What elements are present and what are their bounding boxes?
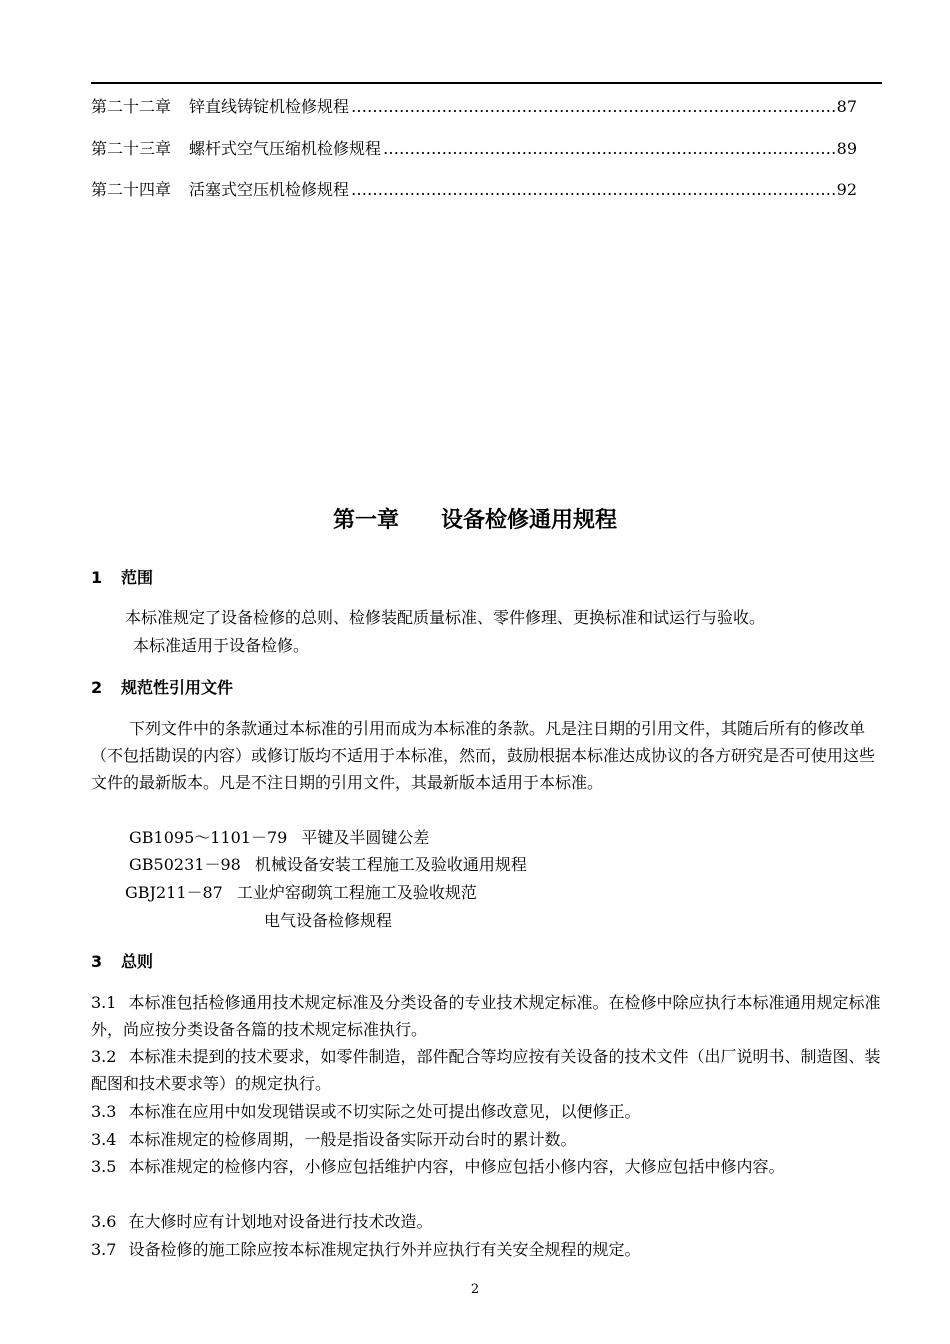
- general-item: [91, 1236, 882, 1263]
- chapter-number: 第一章: [332, 508, 399, 533]
- item-text: 本标准规定的检修周期，一般是指设备实际开动台时的累计数。: [128, 1130, 577, 1149]
- toc-title: 活塞式空压机检修规程: [189, 180, 350, 199]
- general-item: [91, 1153, 882, 1180]
- item-number: 3.7: [91, 1240, 117, 1259]
- item-text: 设备检修的施工除应按本标准规定执行外并应执行有关安全规程的规定。: [128, 1240, 641, 1259]
- reference-item: [129, 851, 527, 878]
- section-title: 范围: [121, 568, 154, 587]
- section-title: 规范性引用文件: [121, 678, 234, 697]
- header-rule: [91, 82, 882, 84]
- reference-code: GB1095～1101－79: [129, 828, 288, 847]
- reference-item: [125, 879, 477, 906]
- item-number: 3.6: [91, 1212, 117, 1231]
- section-number: 2: [91, 678, 103, 697]
- item-number: 3.2: [91, 1047, 117, 1066]
- section-title: 总则: [121, 952, 154, 971]
- toc-page-number: 89: [836, 139, 857, 158]
- general-item: [91, 1126, 882, 1153]
- general-item: [91, 1208, 882, 1235]
- reference-item: [129, 824, 429, 851]
- normative-references-paragraph: 下列文件中的条款通过本标准的引用而成为本标准的条款。凡是注日期的引用文件，其随后所有的修改单（不包括勘误的内容）或修订版均不适用于本标准，然而，鼓励根据本标准达成协议的各方研究是否可使用这些文件的最新版本。凡是不注日期的引用文件，其最新版本适用于本标准。: [91, 719, 876, 792]
- toc-entry[interactable]: [91, 95, 857, 119]
- toc-entry[interactable]: [91, 178, 857, 202]
- general-item: [91, 1043, 882, 1097]
- item-number: 3.5: [91, 1157, 117, 1176]
- toc-leader-dots: [351, 95, 835, 119]
- reference-name: 工业炉窑砌筑工程施工及验收规范: [236, 883, 477, 902]
- section-heading: [91, 676, 233, 700]
- reference-name: 电气设备检修规程: [264, 911, 393, 930]
- general-item: [91, 989, 882, 1043]
- reference-item: [264, 907, 392, 934]
- item-number: 3.1: [91, 993, 117, 1012]
- reference-code: GB50231－98: [129, 855, 241, 874]
- item-text: 在大修时应有计划地对设备进行技术改造。: [128, 1212, 433, 1231]
- item-text: 本标准在应用中如发现错误或不切实际之处可提出修改意见，以便修正。: [128, 1102, 641, 1121]
- toc-chapter-label: 第二十三章: [91, 139, 172, 158]
- toc-chapter-label: 第二十四章: [91, 180, 172, 199]
- item-text: 本标准规定的检修内容，小修应包括维护内容，中修应包括小修内容，大修应包括中修内容。: [128, 1157, 785, 1176]
- section-number: 3: [91, 952, 103, 971]
- toc-page-number: 92: [836, 180, 857, 199]
- item-text: 本标准包括检修通用技术规定标准及分类设备的专业技术规定标准。在检修中除应执行本标准通用规定标准外，尚应按分类设备各篇的技术规定标准执行。: [91, 993, 881, 1039]
- chapter-title: 设备检修通用规程: [441, 508, 618, 533]
- item-text: 本标准未提到的技术要求，如零件制造，部件配合等均应按有关设备的技术文件（出厂说明书、制造图、装配图和技术要求等）的规定执行。: [91, 1047, 881, 1093]
- toc-title: 螺杆式空气压缩机检修规程: [189, 139, 382, 158]
- reference-name: 机械设备安装工程施工及验收通用规程: [254, 855, 527, 874]
- item-number: 3.4: [91, 1130, 117, 1149]
- chapter-heading: [0, 505, 950, 537]
- page-number: 2: [470, 1282, 480, 1297]
- section-heading: [91, 566, 153, 590]
- toc-chapter-label: 第二十二章: [91, 97, 172, 116]
- reference-code: GBJ211－87: [125, 883, 223, 902]
- general-item: [91, 1098, 882, 1125]
- item-number: 3.3: [91, 1102, 117, 1121]
- toc-leader-dots: [383, 137, 835, 161]
- scope-line: 本标准适用于设备检修。: [133, 636, 310, 655]
- toc-leader-dots: [351, 178, 835, 202]
- toc-page-number: 87: [836, 97, 857, 116]
- section-number: 1: [91, 568, 103, 587]
- toc-title: 锌直线铸锭机检修规程: [189, 97, 350, 116]
- section-heading: [91, 950, 153, 974]
- reference-name: 平键及半圆键公差: [301, 828, 430, 847]
- toc-entry[interactable]: [91, 137, 857, 161]
- scope-line: 本标准规定了设备检修的总则、检修装配质量标准、零件修理、更换标准和试运行与验收。: [125, 608, 766, 627]
